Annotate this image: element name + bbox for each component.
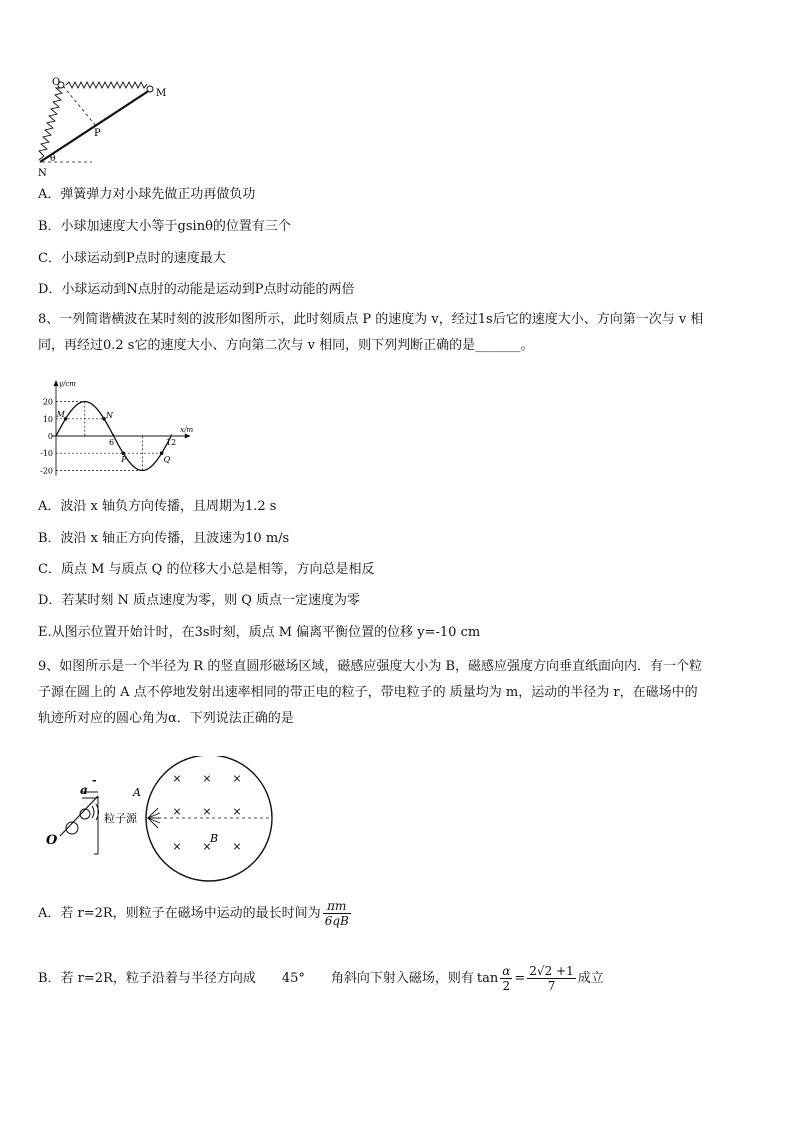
x-tick-label: 6	[109, 438, 115, 447]
rhs-denominator: 7	[547, 979, 556, 993]
q9-option-a	[38, 897, 353, 931]
q9-option-b-mid: 角斜向下射入磁场，则有	[330, 971, 474, 986]
fraction-numerator: πm	[323, 899, 351, 914]
label-point-b: B	[210, 832, 219, 845]
q8-option-c: C．质点 M 与质点 Q 的位移大小总是相等，方向总是相反	[38, 562, 375, 577]
y-tick-label: 0	[47, 432, 53, 441]
q8-option-b: B．波沿 x 轴正方向传播，且波速为10 m/s	[38, 531, 290, 546]
label-o: O	[52, 77, 61, 88]
half-alpha-fraction	[500, 964, 512, 993]
q8-option-e: E.从图示位置开始计时，在3s时刻，质点 M 偏离平衡位置的位移 y=-10 cm	[38, 625, 481, 640]
accelerator-apparatus	[60, 792, 99, 854]
field-cross-icon: ×	[232, 840, 242, 853]
q7-option-c: C．小球运动到P点时的速度最大	[38, 251, 226, 266]
q7-option-a: A．弹簧弹力对小球先做正功再做负功	[38, 187, 256, 202]
y-tick-label: -10	[40, 449, 53, 459]
spring-om	[66, 82, 147, 88]
field-cross-icon: ×	[202, 805, 212, 818]
q9-stem-line1: 9、如图所示是一个半径为 R 的竖直圆形磁场区域，磁感应强度大小为 B，磁感应强度方向垂直纸面向内．有一个粒	[38, 659, 703, 674]
x-axis-arrow	[185, 434, 191, 439]
spring-incline-figure	[30, 76, 180, 181]
rhs-fraction	[527, 964, 575, 993]
x-tick-label: 12	[166, 438, 177, 447]
field-cross-icon: ×	[232, 805, 242, 818]
q9-option-a-fraction	[323, 899, 351, 928]
y-axis-arrow	[54, 380, 59, 386]
q8-stem	[38, 307, 764, 359]
q9-stem	[38, 654, 764, 732]
q9-option-b-post: 成立	[577, 971, 604, 986]
ball-m	[147, 86, 153, 92]
equals-sign: =	[514, 971, 526, 986]
point-label-m: M	[56, 409, 65, 419]
point-label-n: N	[106, 410, 113, 420]
q9-option-b-text: B．若 r=2R，粒子沿着与半径方向成	[38, 971, 256, 986]
rhs-numerator: 2√2 +1	[529, 964, 574, 978]
point-label-p: P	[121, 455, 127, 465]
field-cross-icon: ×	[202, 772, 212, 785]
point-label-q: Q	[163, 455, 171, 465]
label-point-a: A	[133, 786, 141, 799]
label-p: P	[94, 128, 101, 139]
field-cross-icon: ×	[172, 840, 182, 853]
q9-stem-line3: 轨迹所对应的圆心角为α．下列说法正确的是	[38, 711, 294, 726]
y-tick-label: -20	[40, 466, 53, 476]
half-alpha-denominator: 2	[502, 979, 511, 993]
field-cross-icon: ×	[172, 805, 182, 818]
y-tick-label: 20	[42, 397, 53, 407]
tan-symbol: tan	[476, 971, 499, 986]
q9-option-b	[38, 962, 604, 996]
q8-option-a: A．波沿 x 轴负方向传播，且周期为1.2 s	[38, 499, 277, 514]
fraction-denominator: 6qB	[324, 914, 349, 928]
label-minus: -	[92, 774, 97, 787]
q7-option-b: B．小球加速度大小等于gsinθ的位置有三个	[38, 219, 291, 234]
emission-arrows	[148, 808, 161, 828]
wave-chart	[36, 376, 216, 488]
label-m: M	[156, 88, 167, 99]
q9-option-a-text: A．若 r=2R，则粒子在磁场中运动的最长时间为	[38, 906, 321, 921]
q7-option-d: D．小球运动到N点肘的动能是运动到P点时动能的两倍	[38, 282, 355, 297]
field-cross-icon: ×	[202, 840, 212, 853]
y-axis-label: y/cm	[59, 380, 76, 388]
y-tick-label: 10	[42, 414, 53, 424]
magnetic-field-figure	[40, 756, 280, 882]
label-particle-source: 粒子源	[104, 812, 137, 825]
op-dashed-line	[63, 86, 96, 126]
q9-option-b-angle: 45°	[281, 971, 305, 986]
field-cross-icon: ×	[232, 772, 242, 785]
label-a: a	[80, 783, 88, 797]
q8-option-d: D．若某时刻 N 质点速度为零，则 Q 质点一定速度为零	[38, 593, 360, 608]
half-alpha-numerator: α	[502, 964, 511, 978]
q9-stem-line2: 子源在圆上的 A 点不停地发射出速率相同的带正电的粒子，带电粒子的 质量均为 m，运动的半径为 r，在磁场中的	[38, 685, 698, 700]
field-cross-icon: ×	[172, 772, 182, 785]
label-theta: θ	[50, 154, 56, 164]
q8-stem-line2: 同，再经过0.2 s它的速度大小、方向第二次与 v 相同，则下列判断正确的是_______。	[38, 338, 534, 353]
label-o-origin: O	[46, 833, 58, 848]
label-n: N	[38, 168, 47, 179]
x-axis-label: x/m	[180, 426, 194, 434]
q8-stem-line1: 8、一列简谐横波在某时刻的波形如图所示，此时刻质点 P 的速度为 v，经过1s后它的速度大小、方向第一次与 v 相	[38, 312, 704, 327]
